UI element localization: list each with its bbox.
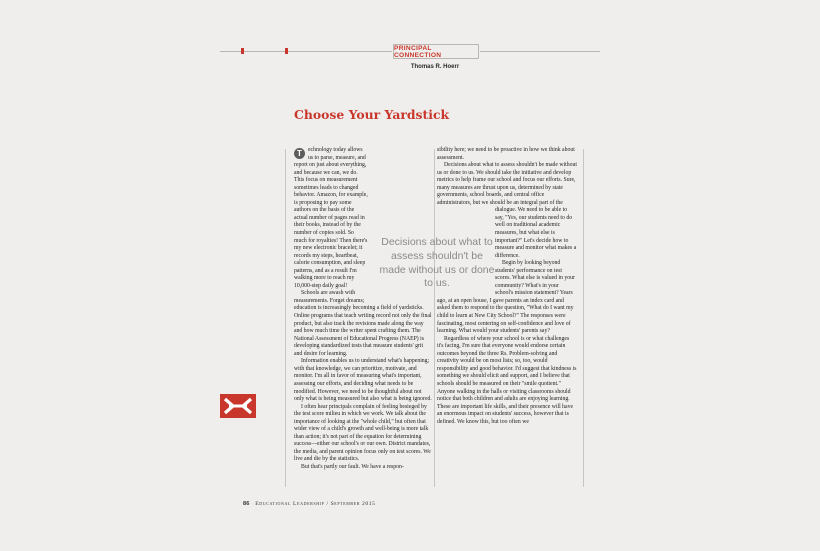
section-tag: PRINCIPAL CONNECTION bbox=[393, 44, 479, 59]
publication-line: Educational Leadership / September 2015 bbox=[255, 501, 376, 507]
column-rule-middle bbox=[434, 149, 435, 487]
page-number: 86 bbox=[243, 501, 250, 507]
paragraph: echnology today allows us to parse, measure, and report on just about everything, and because we can, we do. This focus on measurement sometimes leads to changed behavior. Amazon, for example, is proposing to pay some authors on the basis of the actual number of pages read in their books, instead of by the number of copies sold. So much for royalties! Then there's my new electronic bracelet; it records my steps, heartbeat, calorie consumption, and sleep patterns, and as a result I'm walking more to reach my 10,000-step daily goal! bbox=[294, 147, 368, 289]
paragraph: sibility here; we need to be proactive in how we think about assessment. bbox=[437, 147, 575, 161]
column-rule-left bbox=[285, 149, 286, 487]
drop-cap: T bbox=[294, 148, 305, 159]
page-footer bbox=[243, 501, 376, 507]
pull-quote: Decisions about what to assess shouldn't be made without us or done to us. bbox=[379, 236, 495, 290]
paragraph: I often hear principals complain of feeling besieged by the test score milieu in which we work. We talk about the importance of looking at the "whole child," but often that wider view of a child's growth and well-being is more talk than action; it's not part of the equation for determining success—either our school's or our own. District mandates, the media, and parent opinion focus only on test scores. We live and die by the statistics. bbox=[294, 403, 431, 463]
paragraph: Schools are awash with measurements. Forget dreams; education is increasingly becoming a field of yardsticks. Online programs that teach writing record not only the final product, but also track the revisions made along the way and how much time the writer spent crafting them. The National Assessment of Educational Progress (NAEP) is developing standardized tests that measure students' grit and desire for learning. bbox=[294, 290, 432, 357]
section-marker-icon bbox=[220, 394, 256, 418]
header-tick-mark bbox=[285, 48, 288, 54]
header-tick-mark bbox=[241, 48, 244, 54]
author-byline: Thomas R. Hoerr bbox=[410, 64, 460, 70]
paragraph: Begin by looking beyond students' performance on test scores. What else is valued in your community? What's in your school's mission statement? Years ago, at an open house, I gave parents an index card and asked them to respond to the question, "What do I want my child to learn at New City School?" The responses were fascinating, most centering on self-confidence and love of learning. What would your students' parents say? bbox=[437, 260, 575, 335]
header-rule-left bbox=[220, 51, 392, 52]
text-column-left bbox=[294, 147, 432, 472]
paragraph: Regardless of where your school is or what challenges it's facing, I'm sure that everyone would endorse certain outcomes beyond the three Rs. Problem-solving and creativity would be on most lists; so, too, would responsibility and good behavior. I'd suggest that kindness is something we should elicit and support, and I believe that schools should be measured on their "smile quotient." Anyone walking in the halls or visiting classrooms should notice that both children and adults are enjoying learning. These are important life skills, and their presence will have an enormous impact on students' success, however that is defined. We know this, but too often we bbox=[437, 335, 577, 425]
header-rule-right bbox=[480, 51, 600, 52]
paragraph: But that's partly our fault. We have a respon- bbox=[301, 463, 404, 470]
paragraph: Information enables us to understand what's happening; with that knowledge, we can prioritize, motivate, and monitor. I'm all in favor of measuring what's important, assessing our efforts, and deciding what needs to be modified. However, we need to be thoughtful about not only what is being measured but also what is being ignored. bbox=[294, 358, 432, 403]
paragraph: Decisions about what to assess shouldn't be made without us or done to us. We should take the initiative and develop metrics to help frame our school and focus our efforts. Sure, many measures are thrust upon us, determined by state governments, school boards, and central office administrators, but we should be an integral part of the dialogue. We need to be able to say, "Yes, our students need to do well on traditional academic measures, but what else is important?" Let's decide how to measure and monitor what makes a difference. bbox=[437, 162, 577, 259]
article-title: Choose Your Yardstick bbox=[294, 107, 450, 122]
column-rule-right bbox=[583, 149, 584, 487]
